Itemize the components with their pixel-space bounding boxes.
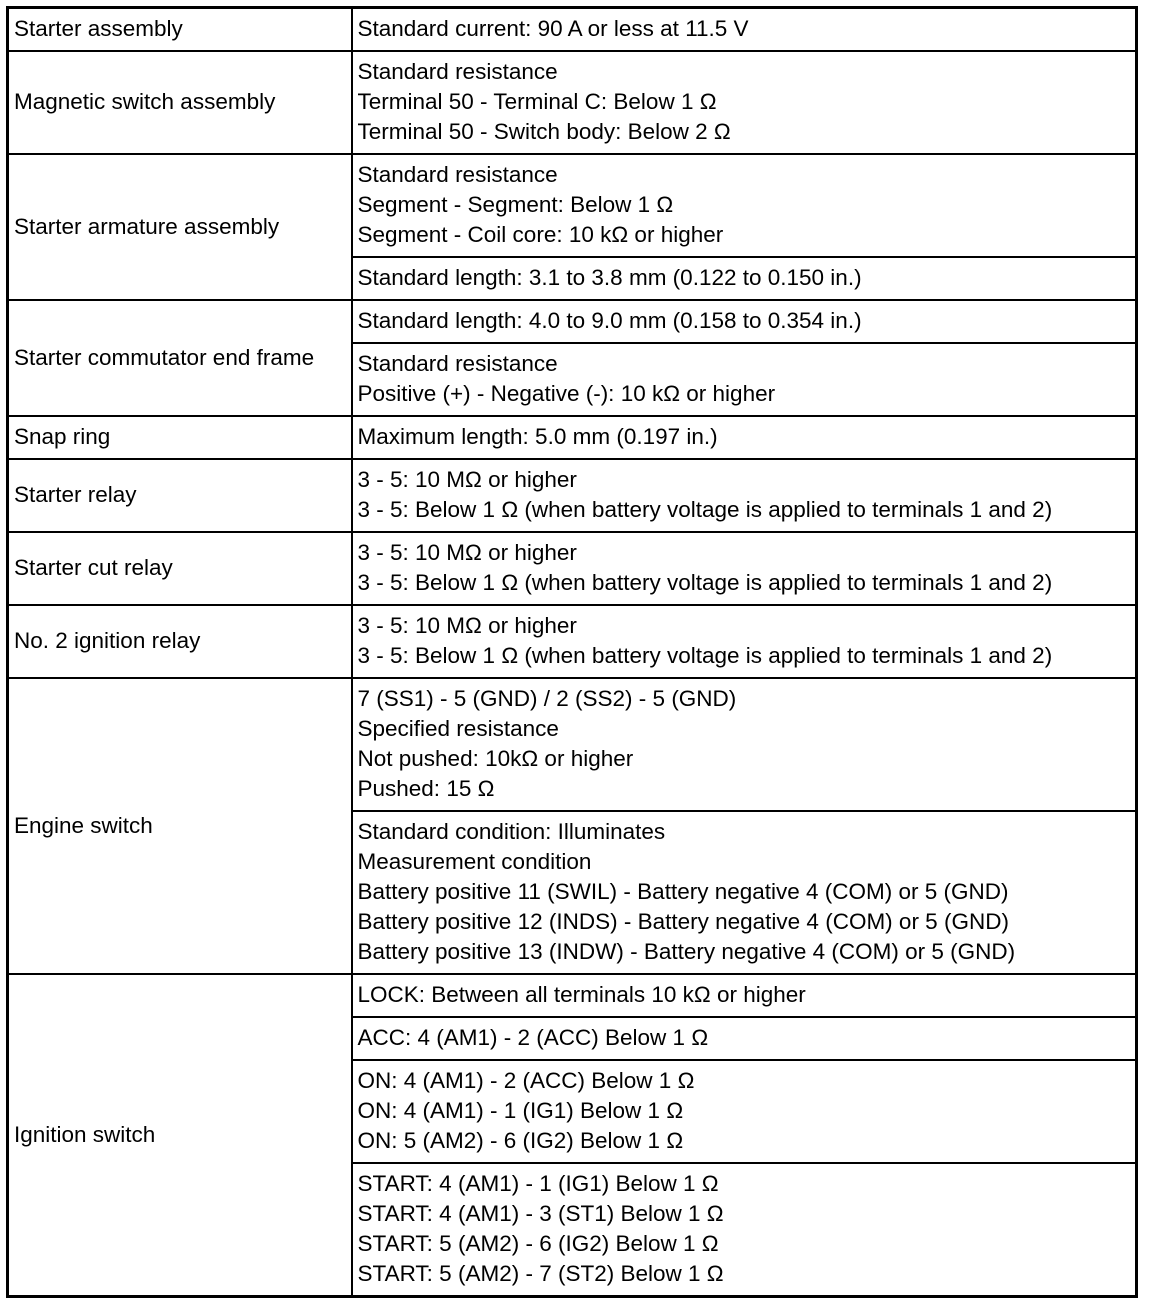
specification-cell	[352, 678, 1137, 811]
specification-line: 3 - 5: 10 MΩ or higher	[357, 467, 577, 492]
specification-cell	[352, 343, 1137, 416]
table-row	[8, 678, 1137, 811]
specification-line: Battery positive 12 (INDS) - Battery negative 4 (COM) or 5 (GND)	[357, 909, 1009, 934]
specification-cell	[352, 257, 1137, 300]
specification-line: Battery positive 13 (INDW) - Battery negative 4 (COM) or 5 (GND)	[357, 939, 1016, 964]
component-name-cell: Starter assembly	[8, 8, 352, 52]
specification-line: Standard current: 90 A or less at 11.5 V	[357, 16, 749, 41]
specification-line: START: 4 (AM1) - 3 (ST1) Below 1 Ω	[357, 1201, 724, 1226]
specification-line: Measurement condition	[357, 849, 592, 874]
specification-cell	[352, 416, 1137, 459]
specification-line: Standard length: 3.1 to 3.8 mm (0.122 to 0.150 in.)	[357, 265, 862, 290]
component-name-cell: No. 2 ignition relay	[8, 605, 352, 678]
specification-cell	[352, 8, 1137, 52]
specification-table-body	[8, 8, 1137, 1297]
component-name-cell: Starter cut relay	[8, 532, 352, 605]
specification-line: Pushed: 15 Ω	[357, 776, 495, 801]
component-name-cell: Starter relay	[8, 459, 352, 532]
specification-cell	[352, 974, 1137, 1017]
specification-line: Battery positive 11 (SWIL) - Battery negative 4 (COM) or 5 (GND)	[357, 879, 1009, 904]
component-name-cell: Ignition switch	[8, 974, 352, 1297]
specification-line: ON: 4 (AM1) - 1 (IG1) Below 1 Ω	[357, 1098, 684, 1123]
table-row	[8, 459, 1137, 532]
table-row	[8, 300, 1137, 343]
table-row	[8, 8, 1137, 52]
specification-line: Specified resistance	[357, 716, 559, 741]
specification-line: 7 (SS1) - 5 (GND) / 2 (SS2) - 5 (GND)	[357, 686, 737, 711]
specification-line: 3 - 5: Below 1 Ω (when battery voltage is applied to terminals 1 and 2)	[357, 643, 1053, 668]
table-row	[8, 605, 1137, 678]
specification-cell	[352, 1017, 1137, 1060]
specification-line: Standard resistance	[357, 162, 558, 187]
specification-line: START: 5 (AM2) - 6 (IG2) Below 1 Ω	[357, 1231, 719, 1256]
specification-line: ON: 4 (AM1) - 2 (ACC) Below 1 Ω	[357, 1068, 695, 1093]
specification-cell	[352, 300, 1137, 343]
specification-line: START: 4 (AM1) - 1 (IG1) Below 1 Ω	[357, 1171, 719, 1196]
specification-line: 3 - 5: 10 MΩ or higher	[357, 613, 577, 638]
specification-cell	[352, 811, 1137, 974]
table-row	[8, 154, 1137, 257]
specification-line: Standard resistance	[357, 59, 558, 84]
table-row	[8, 974, 1137, 1017]
specification-line: Standard resistance	[357, 351, 558, 376]
specification-cell	[352, 1163, 1137, 1297]
component-name-cell: Snap ring	[8, 416, 352, 459]
specification-cell	[352, 1060, 1137, 1163]
specification-line: 3 - 5: 10 MΩ or higher	[357, 540, 577, 565]
specification-line: Segment - Coil core: 10 kΩ or higher	[357, 222, 724, 247]
specification-line: Positive (+) - Negative (-): 10 kΩ or higher	[357, 381, 776, 406]
table-row	[8, 51, 1137, 154]
specification-line: Not pushed: 10kΩ or higher	[357, 746, 634, 771]
component-name-cell: Magnetic switch assembly	[8, 51, 352, 154]
specification-line: Terminal 50 - Terminal C: Below 1 Ω	[357, 89, 717, 114]
specification-line: Maximum length: 5.0 mm (0.197 in.)	[357, 424, 718, 449]
table-row	[8, 532, 1137, 605]
table-row	[8, 416, 1137, 459]
component-name-cell: Engine switch	[8, 678, 352, 974]
specification-line: Terminal 50 - Switch body: Below 2 Ω	[357, 119, 731, 144]
component-name-cell: Starter commutator end frame	[8, 300, 352, 416]
specification-line: Standard length: 4.0 to 9.0 mm (0.158 to 0.354 in.)	[357, 308, 862, 333]
specification-cell	[352, 532, 1137, 605]
specification-line: START: 5 (AM2) - 7 (ST2) Below 1 Ω	[357, 1261, 724, 1286]
specification-cell	[352, 154, 1137, 257]
specification-cell	[352, 459, 1137, 532]
specification-line: ON: 5 (AM2) - 6 (IG2) Below 1 Ω	[357, 1128, 684, 1153]
specification-table	[6, 6, 1138, 1298]
specification-line: 3 - 5: Below 1 Ω (when battery voltage is applied to terminals 1 and 2)	[357, 497, 1053, 522]
specification-line: 3 - 5: Below 1 Ω (when battery voltage is applied to terminals 1 and 2)	[357, 570, 1053, 595]
specification-line: ACC: 4 (AM1) - 2 (ACC) Below 1 Ω	[357, 1025, 709, 1050]
specification-cell	[352, 605, 1137, 678]
component-name-cell: Starter armature assembly	[8, 154, 352, 300]
specification-line: Segment - Segment: Below 1 Ω	[357, 192, 674, 217]
specification-line: LOCK: Between all terminals 10 kΩ or higher	[357, 982, 806, 1007]
specification-line: Standard condition: Illuminates	[357, 819, 666, 844]
specification-cell	[352, 51, 1137, 154]
